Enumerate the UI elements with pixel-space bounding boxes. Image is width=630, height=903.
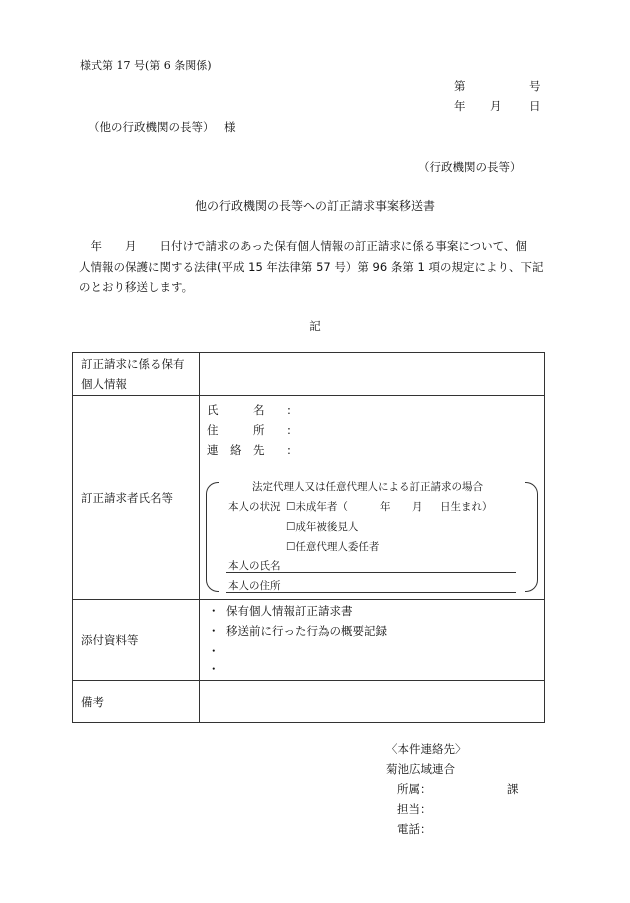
contact-phone-label: 電話： bbox=[397, 822, 432, 836]
bullet: ・ bbox=[208, 644, 220, 658]
addressee: （他の行政機関の長等） bbox=[88, 120, 215, 134]
requester-name-row bbox=[207, 402, 291, 418]
table-row bbox=[73, 353, 545, 396]
personal-info-label-line2: 個人情報 bbox=[81, 377, 127, 391]
date-day: 日 bbox=[529, 99, 541, 113]
bracket-right bbox=[525, 482, 538, 592]
document-number-suffix: 号 bbox=[529, 79, 541, 93]
principal-address-label: 本人の住所 bbox=[228, 580, 281, 592]
option-minor: ☐未成年者（ bbox=[286, 501, 348, 513]
principal-name-label: 本人の氏名 bbox=[228, 560, 281, 572]
principal-address-line bbox=[226, 592, 516, 593]
attachment-item bbox=[208, 661, 226, 677]
contact-person-label: 担当： bbox=[397, 802, 432, 816]
table-row bbox=[73, 681, 545, 723]
form-number: 様式第 17 号(第 6 条関係) bbox=[80, 59, 212, 72]
body-line: のとおり移送します。 bbox=[79, 280, 194, 294]
option-adult-ward: ☐成年被後見人 bbox=[286, 521, 359, 533]
principal-status-label: 本人の状況 bbox=[228, 501, 281, 513]
contact-dept-label: 所属： bbox=[397, 782, 432, 796]
addressee-suffix: 様 bbox=[224, 120, 236, 134]
colon: : bbox=[287, 403, 291, 417]
option-minor-year: 年 bbox=[380, 501, 391, 513]
table-row bbox=[73, 600, 545, 681]
transfer-table bbox=[72, 352, 545, 723]
bullet: ・ bbox=[208, 662, 220, 676]
personal-info-label bbox=[73, 353, 200, 396]
attachment-text: 保有個人情報訂正請求書 bbox=[226, 604, 353, 618]
requester-cell bbox=[200, 396, 545, 600]
personal-info-label-line1: 訂正請求に係る保有 bbox=[81, 357, 185, 371]
attachment-item bbox=[208, 643, 226, 659]
option-minor-birth: 日生まれ） bbox=[440, 501, 493, 513]
ki-heading: 記 bbox=[309, 319, 321, 333]
requester-contact-row bbox=[207, 442, 291, 458]
document-number-prefix: 第 bbox=[454, 79, 466, 93]
bullet: ・ bbox=[208, 604, 220, 618]
body-line: 年 月 日付けで請求のあった保有個人情報の訂正請求に係る事案について、個 bbox=[79, 239, 527, 253]
body-paragraph bbox=[79, 236, 554, 298]
colon: : bbox=[287, 423, 291, 437]
colon: : bbox=[287, 443, 291, 457]
date-year: 年 bbox=[454, 99, 466, 113]
remarks-label: 備考 bbox=[73, 681, 200, 723]
personal-info-cell bbox=[200, 353, 545, 396]
proxy-title: 法定代理人又は任意代理人による訂正請求の場合 bbox=[252, 481, 483, 493]
body-line: 人情報の保護に関する法律(平成 15 年法律第 57 号）第 96 条第 1 項の規定により、下記 bbox=[79, 259, 544, 274]
requester-address-row bbox=[207, 422, 291, 438]
attachment-item bbox=[208, 603, 353, 619]
bullet: ・ bbox=[208, 624, 220, 638]
contact-dept-suffix: 課 bbox=[507, 782, 519, 796]
requester-address-key: 住 所 bbox=[207, 423, 265, 437]
requester-name-key: 氏 名 bbox=[207, 403, 265, 417]
remarks-cell bbox=[200, 681, 545, 723]
date-month: 月 bbox=[490, 99, 502, 113]
document-title: 他の行政機関の長等への訂正請求事案移送書 bbox=[194, 199, 435, 213]
requester-contact-key: 連 絡 先 bbox=[207, 443, 265, 457]
sender: （行政機関の長等） bbox=[418, 160, 522, 174]
contact-heading: 〈本件連絡先〉 bbox=[386, 742, 467, 756]
attachment-item bbox=[208, 623, 387, 639]
table-row bbox=[73, 396, 545, 600]
option-proxy-principal: ☐任意代理人委任者 bbox=[286, 541, 380, 553]
contact-org: 菊池広域連合 bbox=[386, 762, 455, 776]
attachments-cell bbox=[200, 600, 545, 681]
bracket-left bbox=[206, 482, 219, 592]
attachment-text: 移送前に行った行為の概要記録 bbox=[226, 624, 387, 638]
principal-name-line bbox=[226, 572, 516, 573]
requester-label: 訂正請求者氏名等 bbox=[73, 396, 200, 600]
option-minor-month: 月 bbox=[412, 501, 423, 513]
attachments-label: 添付資料等 bbox=[73, 600, 200, 681]
